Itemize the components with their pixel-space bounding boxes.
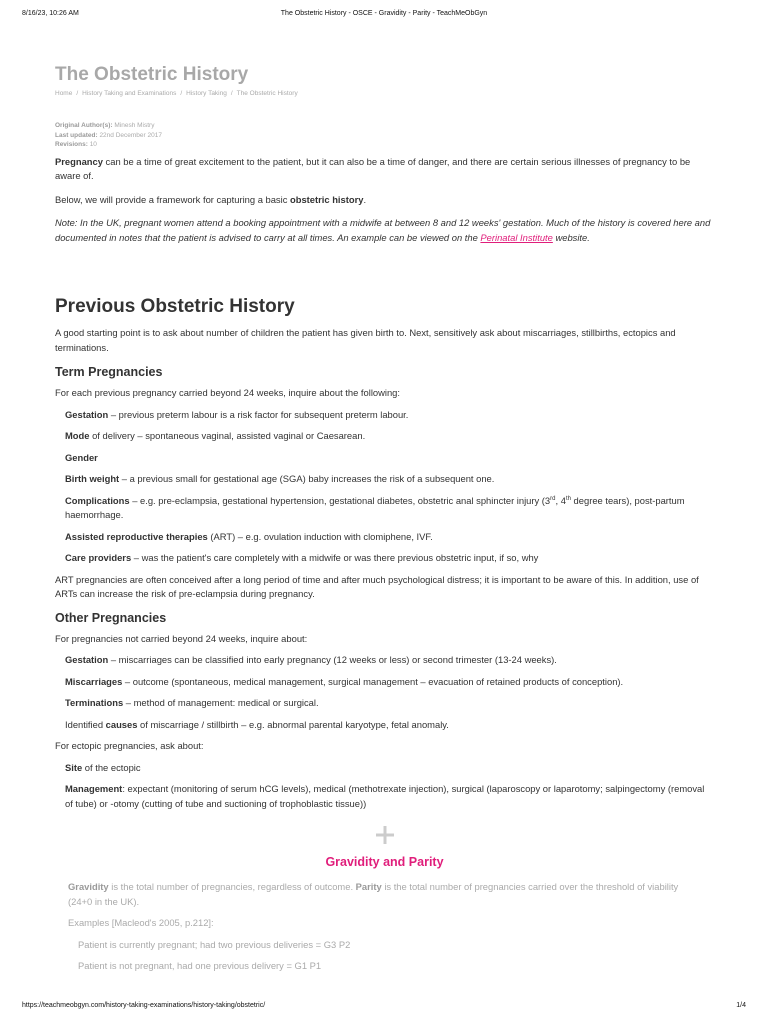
examples-label: Examples [Macleod's 2005, p.212]: [68, 917, 214, 928]
term-care-providers [55, 551, 714, 566]
item-text: – a previous small for gestational age (SGA) baby increases the risk of a subsequent one. [119, 473, 495, 484]
ectopic-site [55, 761, 714, 776]
term-text: is the total number of pregnancies, regardless of outcome. [108, 881, 356, 892]
item-label: Complications [65, 494, 130, 506]
term-text: is the total number of pregnancies carried over the threshold of viability (24+0 in the UK). [68, 881, 679, 907]
note-paragraph [55, 216, 714, 245]
breadcrumb-home[interactable]: Home [55, 90, 73, 97]
section-intro: A good starting point is to ask about number of children the patient has given birth to. Next, sensitively ask about miscarriages, stillbirths, ectopics and terminations. [55, 327, 676, 353]
item-text: , 4 [555, 494, 566, 506]
term-gender [55, 451, 714, 466]
item-text: degree tears), post-partum haemorrhage. [65, 494, 685, 520]
breadcrumb-history-taking[interactable]: History Taking [186, 90, 227, 97]
item-text: – miscarriages can be classified into early pregnancy (12 weeks or less) or second trimester (13-24 weeks). [108, 654, 557, 665]
item-text: of the ectopic [82, 761, 141, 773]
item-label: Gestation [65, 408, 109, 420]
item-label: Assisted reproductive therapies [65, 530, 208, 542]
item-text: – e.g. pre-eclampsia, gestational hypertension, gestational diabetes, obstetric anal sphincter injury (3 [129, 494, 551, 506]
article [55, 62, 714, 245]
superscript: rd [550, 495, 556, 502]
ectopic-lead: For ectopic pregnancies, ask about: [55, 740, 204, 751]
author-value: Minesh Mistry [114, 122, 155, 129]
framework-bold: obstetric history [290, 193, 364, 205]
plus-icon[interactable] [55, 822, 714, 848]
section-title: Previous Obstetric History [55, 296, 295, 317]
updated-label: Last updated: [55, 131, 98, 139]
print-title: The Obstetric History - OSCE - Gravidity - Parity - TeachMeObGyn [280, 10, 488, 17]
term-birth-weight [55, 472, 714, 487]
perinatal-institute-link[interactable]: Perinatal Institute [480, 231, 553, 243]
print-page-number: 1/4 [736, 1002, 746, 1009]
framework-end: . [363, 193, 367, 205]
item-label: causes [105, 718, 138, 730]
item-label: Miscarriages [65, 675, 123, 687]
item-text: – outcome (spontaneous, medical management, surgical management – evacuation of retained products of conception). [122, 675, 624, 687]
item-label: Gestation [65, 654, 109, 665]
ectopic-management [55, 782, 714, 811]
breadcrumb: Home / History Taking and Examinations / History Taking / The Obstetric History [55, 90, 298, 97]
art-paragraph: ART pregnancies are often conceived after a long period of time and after much psychological distress; it is important to be aware of this. In addition, use of ARTs can increase the risk of pre-eclampsia during pregnancy. [55, 573, 699, 599]
item-text: of miscarriage / stillbirth – e.g. abnormal parental karyotype, fetal anomaly. [137, 718, 449, 730]
item-text: : expectant (monitoring of serum hCG levels), medical (methotrexate injection), surgical (laparoscopy or laparotomy; salpingectomy (removal of tube) or -otomy (cutting of tube and suctioning of trophoblastic tissue)) [65, 783, 705, 809]
term-gestation [55, 408, 714, 423]
item-label: Birth weight [65, 473, 120, 484]
item-label: Terminations [65, 697, 124, 708]
plus-icon-graphic [376, 826, 394, 844]
item-label: Gender [65, 451, 98, 463]
note-text: Note: In the UK, pregnant women attend a booking appointment with a midwife at between 8 and 12 weeks' gestation. Much of the history is covered here and documented in notes that the patient is advised to carry at all times. An example can be viewed on the [55, 217, 711, 243]
revisions-label: Revisions: [55, 141, 88, 148]
gravidity-parity-title: Gravidity and Parity [325, 855, 444, 869]
term-pregnancies-heading: Term Pregnancies [55, 365, 163, 379]
note-end: website. [552, 231, 590, 243]
term-label: Parity [355, 881, 382, 892]
print-datetime: 8/16/23, 10:26 AM [22, 10, 79, 17]
print-url: https://teachmeobgyn.com/history-taking-examinations/history-taking/obstetric/ [22, 1002, 266, 1009]
gravidity-definition [68, 880, 700, 909]
example-1: Patient is currently pregnant; had two previous deliveries = G3 P2 [78, 938, 351, 950]
other-pregnancies-heading: Other Pregnancies [55, 610, 167, 625]
other-causes [55, 718, 714, 733]
revisions-value: 10 [89, 141, 97, 148]
author-label: Original Author(s): [55, 122, 113, 129]
term-art [55, 530, 714, 545]
other-miscarriages [55, 675, 714, 690]
term-lead: For each previous pregnancy carried beyond 24 weeks, inquire about the following: [55, 387, 400, 398]
term-label: Gravidity [68, 881, 109, 892]
updated-value: 22nd December 2017 [99, 131, 162, 139]
framework-paragraph [55, 193, 714, 208]
item-text: (ART) – e.g. ovulation induction with clomiphene, IVF. [207, 530, 433, 542]
item-label: Management [65, 783, 123, 794]
item-label: Site [65, 761, 83, 773]
term-mode [55, 429, 714, 444]
item-text: of delivery – spontaneous vaginal, assisted vaginal or Caesarean. [89, 430, 366, 441]
item-label: Mode [65, 430, 90, 441]
item-text: Identified [65, 718, 106, 730]
term-complications [55, 494, 714, 523]
framework-text: Below, we will provide a framework for capturing a basic [55, 193, 290, 205]
page-title: The Obstetric History [55, 64, 249, 85]
gravidity-parity-box [68, 880, 700, 974]
article-meta [55, 121, 714, 150]
superscript: th [565, 495, 571, 502]
item-text: – method of management: medical or surgical. [123, 697, 319, 708]
item-text: – previous preterm labour is a risk factor for subsequent preterm labour. [108, 408, 409, 420]
breadcrumb-history-taking-examinations[interactable]: History Taking and Examinations [82, 90, 177, 97]
item-text: – was the patient's care completely with a midwife or was there previous obstetric input, if so, why [131, 552, 539, 563]
intro-paragraph [55, 155, 714, 184]
breadcrumb-current: The Obstetric History [236, 90, 298, 97]
intro-text: can be a time of great excitement to the patient, but it can also be a time of danger, and there are certain serious illnesses of pregnancy to be aware of. [55, 155, 691, 181]
other-gestation [55, 653, 714, 668]
item-label: Care providers [65, 552, 132, 563]
other-lead: For pregnancies not carried beyond 24 weeks, inquire about: [55, 632, 308, 644]
other-terminations [55, 696, 714, 711]
intro-bold: Pregnancy [55, 155, 103, 167]
example-2: Patient is not pregnant, had one previous delivery = G1 P1 [78, 960, 322, 971]
